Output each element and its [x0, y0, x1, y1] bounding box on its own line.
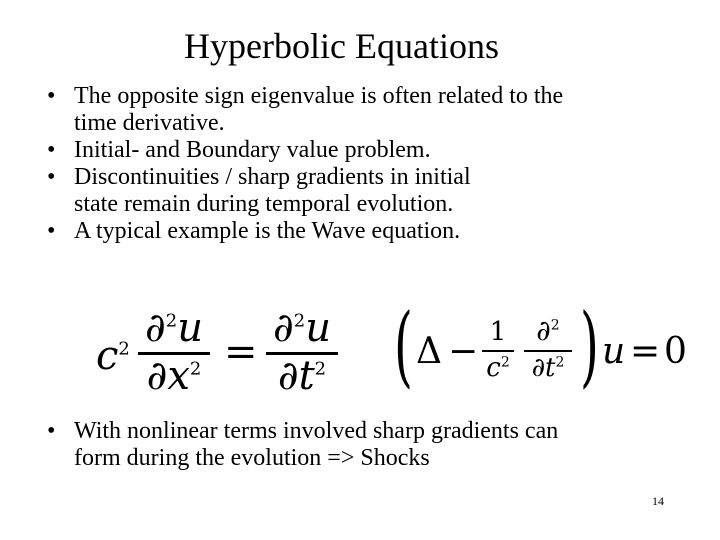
eq2-zero: 0 — [664, 331, 687, 372]
eq2-right-paren: ) — [580, 294, 599, 397]
eq2-minus: − — [448, 331, 479, 372]
eq2-fraction-bar-2 — [524, 350, 572, 352]
bullet-text-line: The opposite sign eigenvalue is often related to the — [74, 83, 564, 109]
eq1-rhs-numerator: ∂$^2$u — [273, 305, 331, 351]
bullet-marker: • — [47, 164, 56, 190]
bullet-item — [47, 164, 687, 218]
bullet-text-line: A typical example is the Wave equation. — [74, 218, 461, 244]
bullet-text-line: form during the evolution => Shocks — [74, 445, 430, 471]
bullet-marker: • — [47, 137, 56, 163]
eq1-c: $c^2$ — [96, 333, 130, 379]
bullet-text-line: time derivative. — [74, 110, 225, 136]
bullet-item — [47, 137, 687, 164]
bullet-marker: • — [47, 218, 56, 244]
bullet-text-line: state remain during temporal evolution. — [74, 191, 454, 217]
eq2-u: u — [602, 331, 626, 372]
eq1-rhs-denominator: $\partial t^2$ — [277, 353, 327, 399]
bullet-text-line: Initial- and Boundary value problem. — [74, 137, 431, 163]
eq2-dt2: $\partial t^2$ — [531, 353, 565, 383]
eq1-equals: = — [224, 329, 258, 375]
eq1-lhs-denominator: $\partial x^2$ — [146, 353, 202, 399]
eq2-c2: $c^2$ — [486, 353, 510, 383]
eq2-equals: = — [630, 331, 661, 372]
eq2-left-paren: ( — [394, 294, 413, 397]
bullet-list-top — [47, 83, 687, 245]
bullet-item — [47, 83, 687, 137]
bullet-item — [47, 418, 687, 472]
bullet-marker: • — [47, 83, 56, 109]
bullet-text-line: Discontinuities / sharp gradients in initial — [74, 164, 471, 190]
eq2-d2: ∂$^2$ — [536, 314, 560, 347]
eq2-one: 1 — [489, 317, 507, 347]
eq2-fraction-bar-1 — [482, 350, 514, 352]
slide-title: Hyperbolic Equations — [184, 26, 499, 66]
bullet-list-bottom — [47, 418, 687, 472]
eq2-delta: Δ — [416, 331, 442, 372]
bullet-text-line: With nonlinear terms involved sharp gradients can — [74, 418, 559, 444]
eq1-lhs-numerator: ∂$^2$u — [145, 305, 203, 351]
page-number: 14 — [652, 494, 664, 508]
bullet-marker: • — [47, 418, 56, 444]
bullet-item — [47, 218, 687, 245]
